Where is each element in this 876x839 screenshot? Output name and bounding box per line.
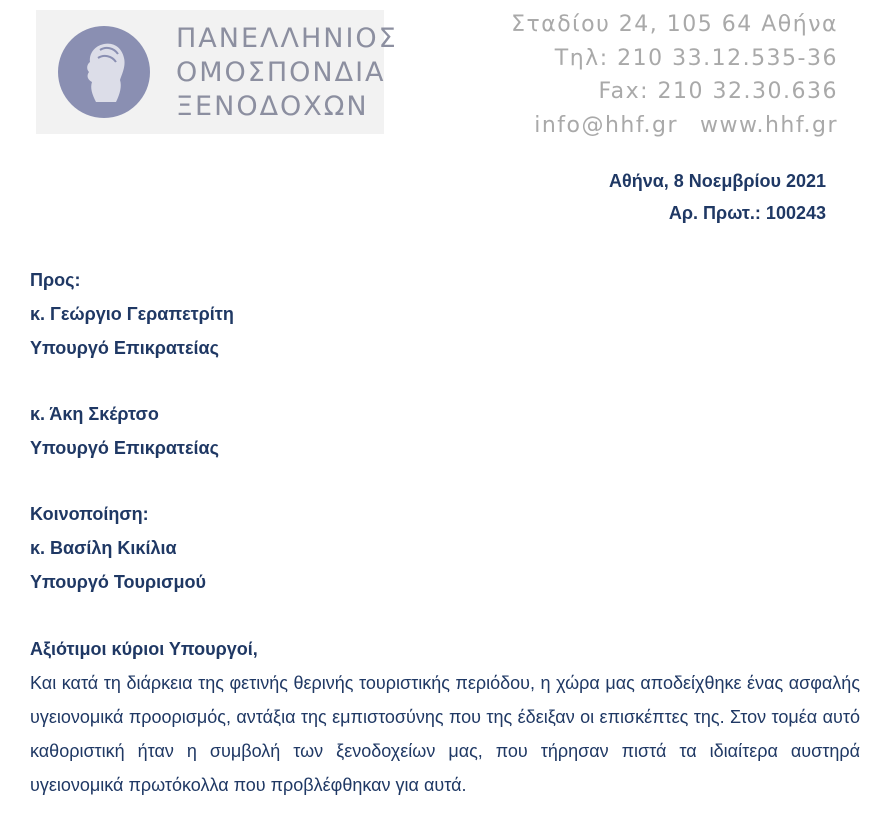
address: Σταδίου 24, 105 64 Αθήνα <box>511 12 838 37</box>
medallion-head-icon <box>56 24 152 120</box>
org-name-line-3: ΞΕΝΟΔΟΧΩΝ <box>176 91 369 122</box>
salutation: Αξιότιμοι κύριοι Υπουργοί, <box>30 639 258 659</box>
cc-name: κ. Βασίλη Κικίλια <box>30 538 177 558</box>
cc-label: Κοινοποίηση: <box>30 504 149 524</box>
place-date: Αθήνα, 8 Νοεμβρίου 2021 <box>608 171 826 191</box>
protocol-number: Αρ. Πρωτ.: 100243 <box>668 203 826 223</box>
letter-body <box>30 632 860 802</box>
email-website-line <box>511 109 838 143</box>
phone: Τηλ: 210 33.12.535-36 <box>554 45 838 71</box>
contact-info <box>511 8 838 142</box>
letterhead-logo <box>36 10 398 134</box>
org-name-line-1: ΠΑΝΕΛΛΗΝΙΟΣ <box>176 23 398 54</box>
email: info@hhf.gr <box>534 112 678 138</box>
recipients-block <box>30 263 234 599</box>
website: www.hhf.gr <box>700 112 838 138</box>
to-label: Προς: <box>30 270 81 290</box>
fax: Fax: 210 32.30.636 <box>598 79 838 104</box>
organization-name <box>176 22 398 124</box>
recipient-name: κ. Γεώργιο Γεραπετρίτη <box>30 304 234 324</box>
recipient-title: Υπουργό Επικρατείας <box>30 438 219 458</box>
body-paragraph: Και κατά τη διάρκεια της φετινής θερινής τουριστικής περιόδου, η χώρα μας αποδείχθηκε ένας ασφαλής υγειονομικά προορισμός, αντάξια της εμπιστοσύνης που της έδειξαν οι επισκέπτες της. Στον τομέα αυτό καθοριστική ήταν η συμβολή των ξενοδοχείων μας, που τήρησαν πιστά τα ιδιαίτερα αυστηρά υγειονομικά πρωτόκολλα που προβλέφθηκαν για αυτά. <box>30 673 860 795</box>
date-block <box>609 165 826 229</box>
org-name-line-2: ΟΜΟΣΠΟΝΔΙΑ <box>176 57 386 88</box>
cc-title: Υπουργό Τουρισμού <box>30 572 206 592</box>
recipient-title: Υπουργό Επικρατείας <box>30 338 219 358</box>
recipient-name: κ. Άκη Σκέρτσο <box>30 404 159 424</box>
